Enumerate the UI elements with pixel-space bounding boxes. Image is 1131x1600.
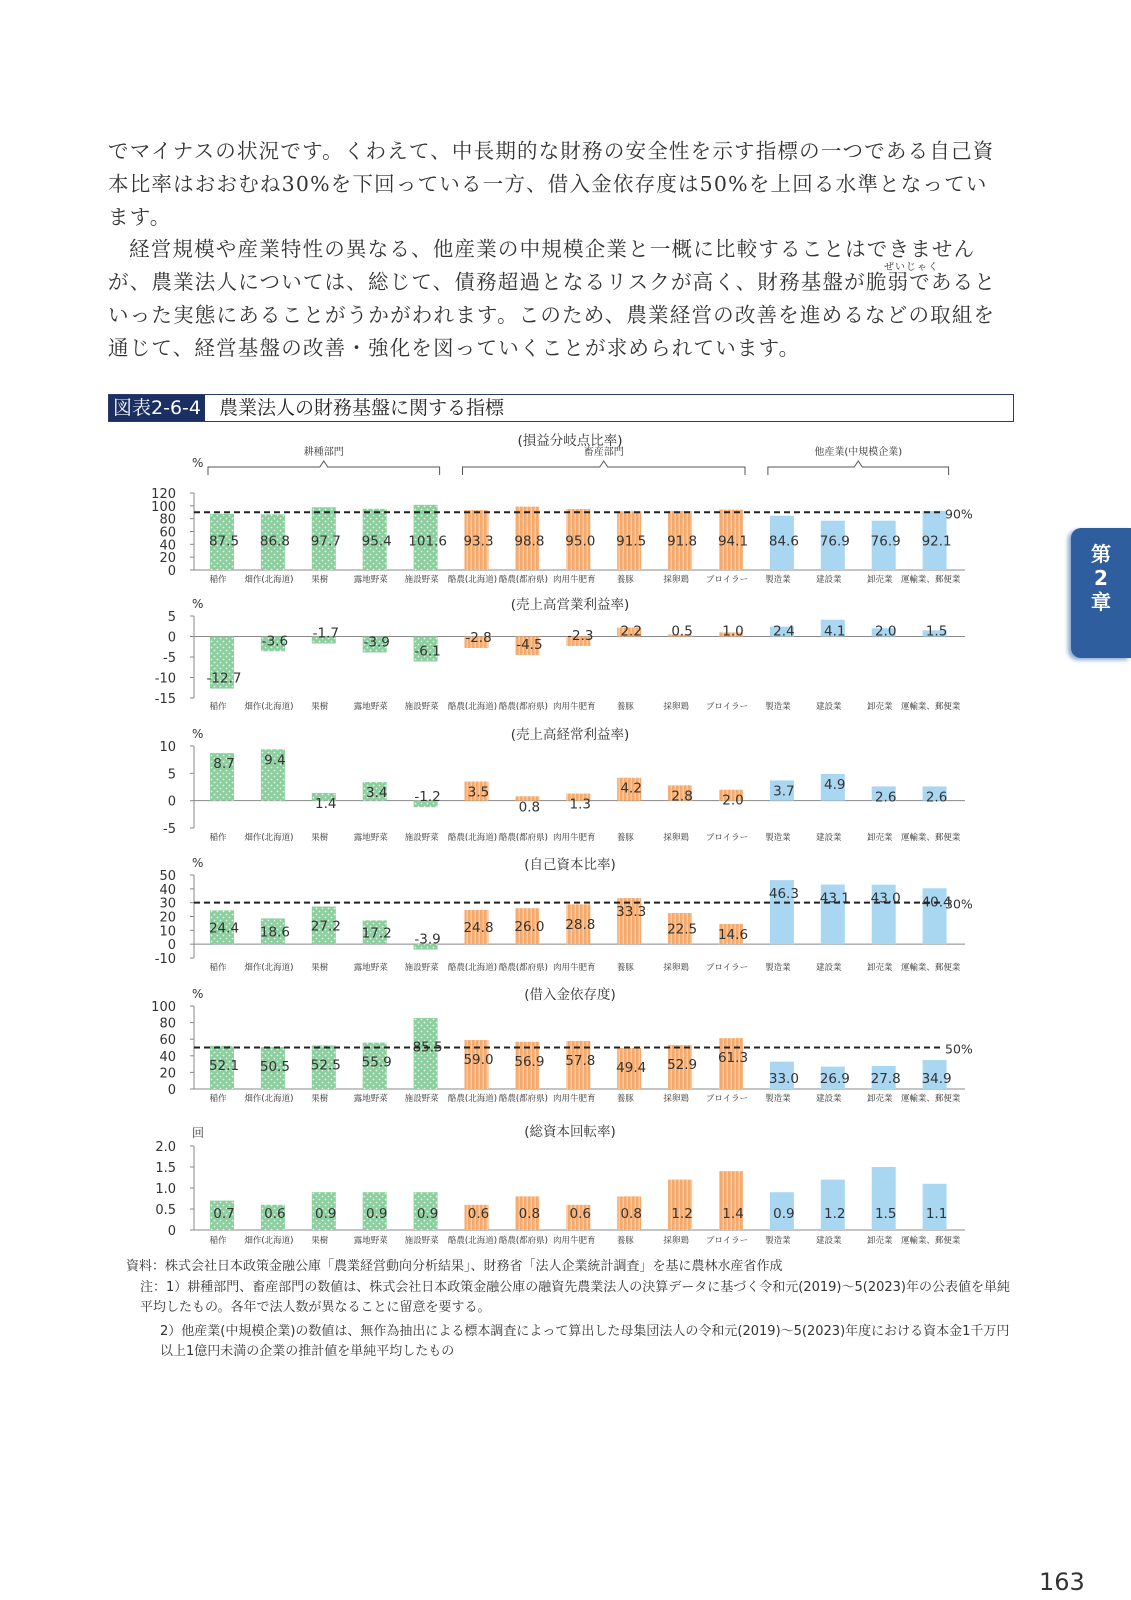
group-label: 畜産部門	[583, 447, 624, 458]
category-label: 採卵鶏	[663, 1236, 689, 1246]
data-label: 0.9	[773, 1206, 795, 1222]
data-label: 95.4	[361, 533, 392, 550]
category-label: 建設業	[816, 702, 842, 712]
y-tick-label: -10	[154, 952, 176, 967]
data-label: 0.9	[315, 1206, 337, 1222]
ruby-annotation: ぜいじゃく	[884, 262, 939, 273]
category-label: 養豚	[616, 833, 634, 843]
category-label: 製造業	[765, 833, 791, 843]
category-label: 製造業	[765, 1236, 791, 1246]
y-tick-label: 40	[159, 1049, 176, 1065]
source-note: 資料：株式会社日本政策金融公庫「農業経営動向分析結果」、財務省「法人企業統計調査」を基に農林水産省作成	[126, 1259, 783, 1274]
category-label: 肉用牛肥育	[553, 702, 596, 712]
category-label: 肉用牛肥育	[553, 1094, 596, 1104]
category-label: 建設業	[816, 1236, 842, 1246]
data-label: 50.5	[259, 1059, 290, 1076]
data-label: 94.1	[717, 533, 749, 550]
y-tick-label: 0	[167, 564, 176, 579]
category-label: ブロイラー	[705, 702, 749, 712]
category-label: 酪農(都府県)	[498, 963, 548, 973]
data-label: 52.1	[208, 1057, 240, 1074]
category-label: 酪農(北海道)	[447, 833, 498, 843]
category-label: 畑作(北海道)	[244, 833, 294, 843]
data-label: 2.6	[925, 789, 948, 806]
category-label: 稲作	[209, 833, 227, 843]
data-label: 4.9	[824, 776, 846, 793]
category-label: 酪農(北海道)	[447, 702, 498, 712]
panel-title: (自己資本比率)	[524, 857, 616, 873]
data-label: 59.0	[463, 1052, 494, 1069]
unit-label: %	[192, 727, 204, 741]
data-label: 1.5	[925, 623, 948, 640]
category-label: 果樹	[311, 1236, 329, 1246]
data-label: -3.6	[261, 633, 289, 650]
data-label: 27.8	[870, 1071, 901, 1087]
data-label: 0.6	[467, 1206, 490, 1222]
y-tick-label: 50	[159, 869, 176, 884]
data-label: 1.4	[722, 1206, 744, 1222]
category-label: 肉用牛肥育	[553, 963, 596, 973]
category-label: ブロイラー	[705, 1094, 749, 1104]
category-label: 肉用牛肥育	[553, 575, 596, 585]
y-tick-label: -5	[163, 651, 176, 666]
y-tick-label: 20	[159, 1066, 176, 1082]
data-label: 2.4	[773, 623, 795, 640]
category-label: 酪農(都府県)	[498, 1094, 548, 1104]
data-label: 55.9	[361, 1054, 392, 1071]
data-label: -6.1	[414, 643, 441, 660]
category-label: 採卵鶏	[663, 1094, 689, 1104]
data-label: 2.0	[874, 623, 897, 640]
data-label: -2.8	[465, 629, 492, 646]
category-label: 畑作(北海道)	[244, 575, 294, 585]
chapter-char: 第	[1091, 542, 1111, 566]
y-tick-label: 0	[167, 630, 176, 646]
y-tick-label: 0	[167, 794, 176, 810]
figure-title-bar	[108, 394, 1014, 422]
panel-title: (総資本回転率)	[524, 1124, 616, 1140]
figure-title: 農業法人の財務基盤に関する指標	[219, 397, 505, 419]
figure-id: 図表2-6-4	[109, 395, 205, 421]
category-label: 露地野菜	[353, 833, 388, 843]
category-label: 果樹	[311, 1094, 329, 1104]
data-label: 93.3	[463, 533, 494, 550]
y-tick-label: 0	[167, 938, 176, 954]
category-label: 養豚	[616, 702, 634, 712]
panel-title: (借入金依存度)	[524, 987, 616, 1003]
category-label: ブロイラー	[705, 963, 749, 973]
unit-label: %	[192, 456, 204, 470]
data-label: 98.8	[514, 533, 545, 550]
category-label: 稲作	[209, 702, 227, 712]
data-label: 1.5	[874, 1206, 897, 1222]
panel-title: (売上高経常利益率)	[510, 727, 630, 743]
category-label: 採卵鶏	[663, 833, 689, 843]
data-label: 26.0	[514, 919, 545, 936]
category-label: 酪農(都府県)	[498, 833, 548, 843]
category-label: 果樹	[311, 963, 329, 973]
data-label: 2.2	[620, 623, 642, 640]
category-label: 施設野菜	[404, 1236, 439, 1246]
data-label: 91.5	[616, 533, 647, 550]
category-label: 運輸業、郵便業	[900, 575, 961, 585]
chart-panels	[0, 430, 1060, 1275]
category-label: 果樹	[311, 702, 329, 712]
data-label: 85.5	[412, 1039, 443, 1056]
chapter-char: 2	[1094, 566, 1108, 590]
category-label: 養豚	[616, 963, 634, 973]
category-label: 畑作(北海道)	[244, 702, 294, 712]
y-tick-label: 20	[159, 910, 176, 926]
category-label: 酪農(北海道)	[447, 575, 498, 585]
category-label: 運輸業、郵便業	[900, 1094, 961, 1104]
category-label: 露地野菜	[353, 702, 388, 712]
y-tick-label: -15	[154, 692, 176, 707]
y-tick-label: 120	[151, 487, 176, 502]
page-number: 163	[1039, 1568, 1085, 1596]
data-label: 95.0	[565, 533, 596, 550]
body-paragraph-2: 経営規模や産業特性の異なる、他産業の中規模企業と一概に比較することはできませんが、農業法人については、総じて、債務超過となるリスクが高く、財務基盤が脆弱であるといった実態にあることがうかがわれます。このため、農業経営の改善を進めるなどの取組を通じて、経営基盤の改善・強化を図っていくことが求められています。	[108, 237, 997, 360]
category-label: ブロイラー	[705, 575, 749, 585]
y-tick-label: 0	[167, 1224, 176, 1239]
category-label: 建設業	[816, 833, 842, 843]
y-tick-label: 40	[159, 882, 176, 898]
data-label: 43.1	[819, 890, 850, 907]
category-label: 製造業	[765, 1094, 791, 1104]
data-label: 2.6	[874, 789, 897, 806]
data-label: 17.2	[361, 925, 392, 942]
data-label: 24.8	[463, 920, 494, 937]
category-label: 卸売業	[866, 833, 893, 843]
data-label: -4.5	[516, 636, 543, 653]
category-label: 露地野菜	[353, 963, 388, 973]
data-label: 0.6	[569, 1206, 592, 1222]
category-label: 酪農(都府県)	[498, 575, 548, 585]
category-label: 酪農(都府県)	[498, 1236, 548, 1246]
category-label: 肉用牛肥育	[553, 1236, 596, 1246]
data-label: 1.4	[315, 796, 337, 813]
data-label: -2.3	[567, 627, 594, 644]
category-label: 露地野菜	[353, 575, 388, 585]
data-label: 52.9	[667, 1057, 698, 1074]
category-label: 建設業	[816, 1094, 842, 1104]
category-label: 養豚	[616, 1094, 634, 1104]
y-tick-label: 10	[159, 740, 176, 755]
data-label: -3.9	[414, 931, 441, 948]
data-label: 22.5	[667, 921, 698, 938]
category-label: 製造業	[765, 702, 791, 712]
category-label: 養豚	[616, 1236, 634, 1246]
data-label: 0.8	[620, 1206, 642, 1222]
category-label: 露地野菜	[353, 1236, 388, 1246]
data-label: 76.9	[870, 533, 901, 550]
y-tick-label: 20	[159, 551, 176, 567]
category-label: 果樹	[311, 833, 329, 843]
data-label: 76.9	[819, 533, 850, 550]
chapter-label	[1071, 542, 1131, 614]
category-label: 採卵鶏	[663, 963, 689, 973]
data-label: 1.0	[722, 623, 744, 640]
y-tick-label: 60	[159, 1033, 176, 1049]
data-label: 86.8	[259, 533, 290, 550]
category-label: 卸売業	[866, 963, 893, 973]
category-label: 稲作	[209, 575, 227, 585]
data-label: 18.6	[259, 924, 290, 941]
reference-label: 50%	[945, 1041, 973, 1057]
data-label: 33.3	[616, 904, 647, 921]
category-label: 稲作	[209, 1236, 227, 1246]
data-label: 14.6	[717, 927, 749, 944]
chapter-char: 章	[1091, 590, 1111, 614]
data-label: 0.8	[518, 1206, 541, 1222]
category-label: 運輸業、郵便業	[900, 833, 961, 843]
data-label: 84.6	[768, 533, 799, 550]
data-label: 56.9	[514, 1053, 545, 1070]
y-tick-label: 10	[159, 924, 176, 940]
unit-label: %	[192, 597, 204, 611]
data-label: -12.7	[206, 670, 242, 687]
panel-title: (売上高営業利益率)	[510, 597, 630, 613]
data-label: 1.2	[671, 1206, 693, 1222]
data-label: 57.8	[565, 1053, 596, 1070]
data-label: 2.8	[671, 788, 693, 805]
category-label: 酪農(北海道)	[447, 963, 498, 973]
category-label: 卸売業	[866, 575, 893, 585]
data-label: 49.4	[616, 1059, 647, 1076]
bar	[821, 1180, 845, 1230]
data-label: 92.1	[921, 533, 952, 550]
category-label: 採卵鶏	[663, 702, 689, 712]
category-label: 施設野菜	[404, 575, 439, 585]
y-tick-label: 0	[167, 1083, 176, 1098]
data-label: 1.3	[569, 796, 592, 813]
category-label: 稲作	[209, 963, 227, 973]
data-label: 4.2	[620, 780, 642, 797]
unit-label: 回	[192, 1126, 205, 1140]
category-label: 製造業	[765, 575, 791, 585]
y-tick-label: 2.0	[155, 1140, 176, 1155]
data-label: -1.7	[312, 625, 339, 642]
data-label: 1.2	[824, 1206, 846, 1222]
category-label: 酪農(北海道)	[447, 1094, 498, 1104]
y-tick-label: 5	[167, 767, 176, 783]
y-tick-label: 60	[159, 525, 176, 541]
category-label: 建設業	[816, 575, 842, 585]
reference-label: 90%	[945, 506, 973, 522]
category-label: 採卵鶏	[663, 575, 689, 585]
group-brace	[208, 461, 440, 475]
category-label: ブロイラー	[705, 1236, 749, 1246]
data-label: 0.9	[416, 1206, 439, 1222]
category-label: 養豚	[616, 575, 634, 585]
data-label: 0.5	[671, 623, 693, 640]
category-label: 施設野菜	[404, 833, 439, 843]
y-tick-label: 80	[159, 512, 176, 528]
category-label: 施設野菜	[404, 702, 439, 712]
data-label: 33.0	[768, 1071, 799, 1087]
y-tick-label: 100	[151, 499, 176, 515]
y-tick-label: 80	[159, 1016, 176, 1032]
data-label: 27.2	[310, 918, 341, 935]
group-label: 他産業(中規模企業)	[814, 447, 903, 458]
data-label: 1.1	[925, 1206, 948, 1222]
y-tick-label: 100	[151, 1000, 176, 1015]
category-label: 施設野菜	[404, 1094, 439, 1104]
category-label: 稲作	[209, 1094, 227, 1104]
data-label: 2.0	[722, 792, 744, 809]
data-label: 34.9	[921, 1071, 952, 1087]
category-label: 果樹	[311, 575, 329, 585]
data-label: 101.6	[408, 533, 447, 550]
category-label: 卸売業	[866, 1236, 893, 1246]
y-tick-label: 0.5	[155, 1203, 176, 1218]
data-label: 9.4	[264, 752, 286, 769]
panel-title: (損益分岐点比率)	[517, 433, 623, 449]
category-label: 畑作(北海道)	[244, 1094, 294, 1104]
category-label: 畑作(北海道)	[244, 1236, 294, 1246]
category-label: 施設野菜	[404, 963, 439, 973]
data-label: -3.9	[363, 634, 390, 651]
data-label: 46.3	[768, 886, 799, 903]
data-label: 8.7	[213, 756, 235, 773]
category-label: 運輸業、郵便業	[900, 963, 961, 973]
data-label: 91.8	[667, 533, 698, 550]
data-label: 52.5	[310, 1057, 341, 1074]
category-label: 卸売業	[866, 1094, 893, 1104]
data-label: 0.9	[365, 1206, 388, 1222]
data-label: 3.4	[365, 785, 388, 802]
footnote-1: 注：1）耕種部門、畜産部門の数値は、株式会社日本政策金融公庫の融資先農業法人の決算データに基づく令和元(2019)～5(2023)年の公表値を単純平均したもの。各年で法人数が異なることに留意を要する。	[140, 1280, 1010, 1315]
data-label: 28.8	[565, 917, 596, 934]
data-label: 4.1	[824, 623, 846, 640]
body-paragraph-1: でマイナスの状況です。くわえて、中長期的な財務の安全性を示す指標の一つである自己資本比率はおおむね30%を下回っている一方、借入金依存度は50%を上回る水準となっています。	[108, 139, 995, 229]
category-label: 畑作(北海道)	[244, 963, 294, 973]
category-label: 酪農(北海道)	[447, 1236, 498, 1246]
data-label: 24.4	[208, 920, 240, 937]
category-label: 露地野菜	[353, 1094, 388, 1104]
y-tick-label: 5	[167, 610, 176, 625]
category-label: 酪農(都府県)	[498, 702, 548, 712]
category-label: 肉用牛肥育	[553, 833, 596, 843]
data-label: 87.5	[208, 533, 240, 550]
y-tick-label: 30	[159, 896, 176, 912]
data-label: 97.7	[310, 533, 341, 550]
category-label: 建設業	[816, 963, 842, 973]
data-label: 61.3	[717, 1050, 749, 1067]
y-tick-label: -5	[163, 822, 176, 837]
group-brace	[463, 461, 746, 475]
data-label: 0.7	[213, 1206, 235, 1222]
data-label: 0.6	[264, 1206, 286, 1222]
y-tick-label: -10	[154, 671, 176, 687]
data-label: 3.5	[467, 784, 490, 801]
chapter-tab	[1071, 528, 1131, 658]
group-label: 耕種部門	[303, 447, 344, 458]
category-label: 製造業	[765, 963, 791, 973]
bar	[668, 1180, 692, 1230]
unit-label: %	[192, 856, 204, 870]
data-label: 0.8	[518, 799, 541, 816]
data-label: 43.0	[870, 890, 901, 907]
category-label: 卸売業	[866, 702, 893, 712]
group-brace	[768, 461, 949, 475]
footnote-2: 2）他産業(中規模企業)の数値は、無作為抽出による標本調査によって算出した母集団法人の令和元(2019)～5(2023)年度における資本金1千万円以上1億円未満の企業の推計値を単純平均したもの	[160, 1324, 1010, 1359]
unit-label: %	[192, 987, 204, 1001]
data-label: 26.9	[819, 1071, 850, 1087]
y-tick-label: 1.5	[155, 1161, 176, 1176]
category-label: ブロイラー	[705, 833, 749, 843]
y-tick-label: 1.0	[155, 1182, 176, 1197]
reference-label: 30%	[945, 896, 973, 912]
category-label: 運輸業、郵便業	[900, 1236, 961, 1246]
data-label: 3.7	[773, 783, 795, 800]
data-label: -1.2	[414, 789, 441, 806]
data-label: 40.4	[921, 894, 952, 911]
category-label: 運輸業、郵便業	[900, 702, 961, 712]
y-tick-label: 40	[159, 538, 176, 554]
